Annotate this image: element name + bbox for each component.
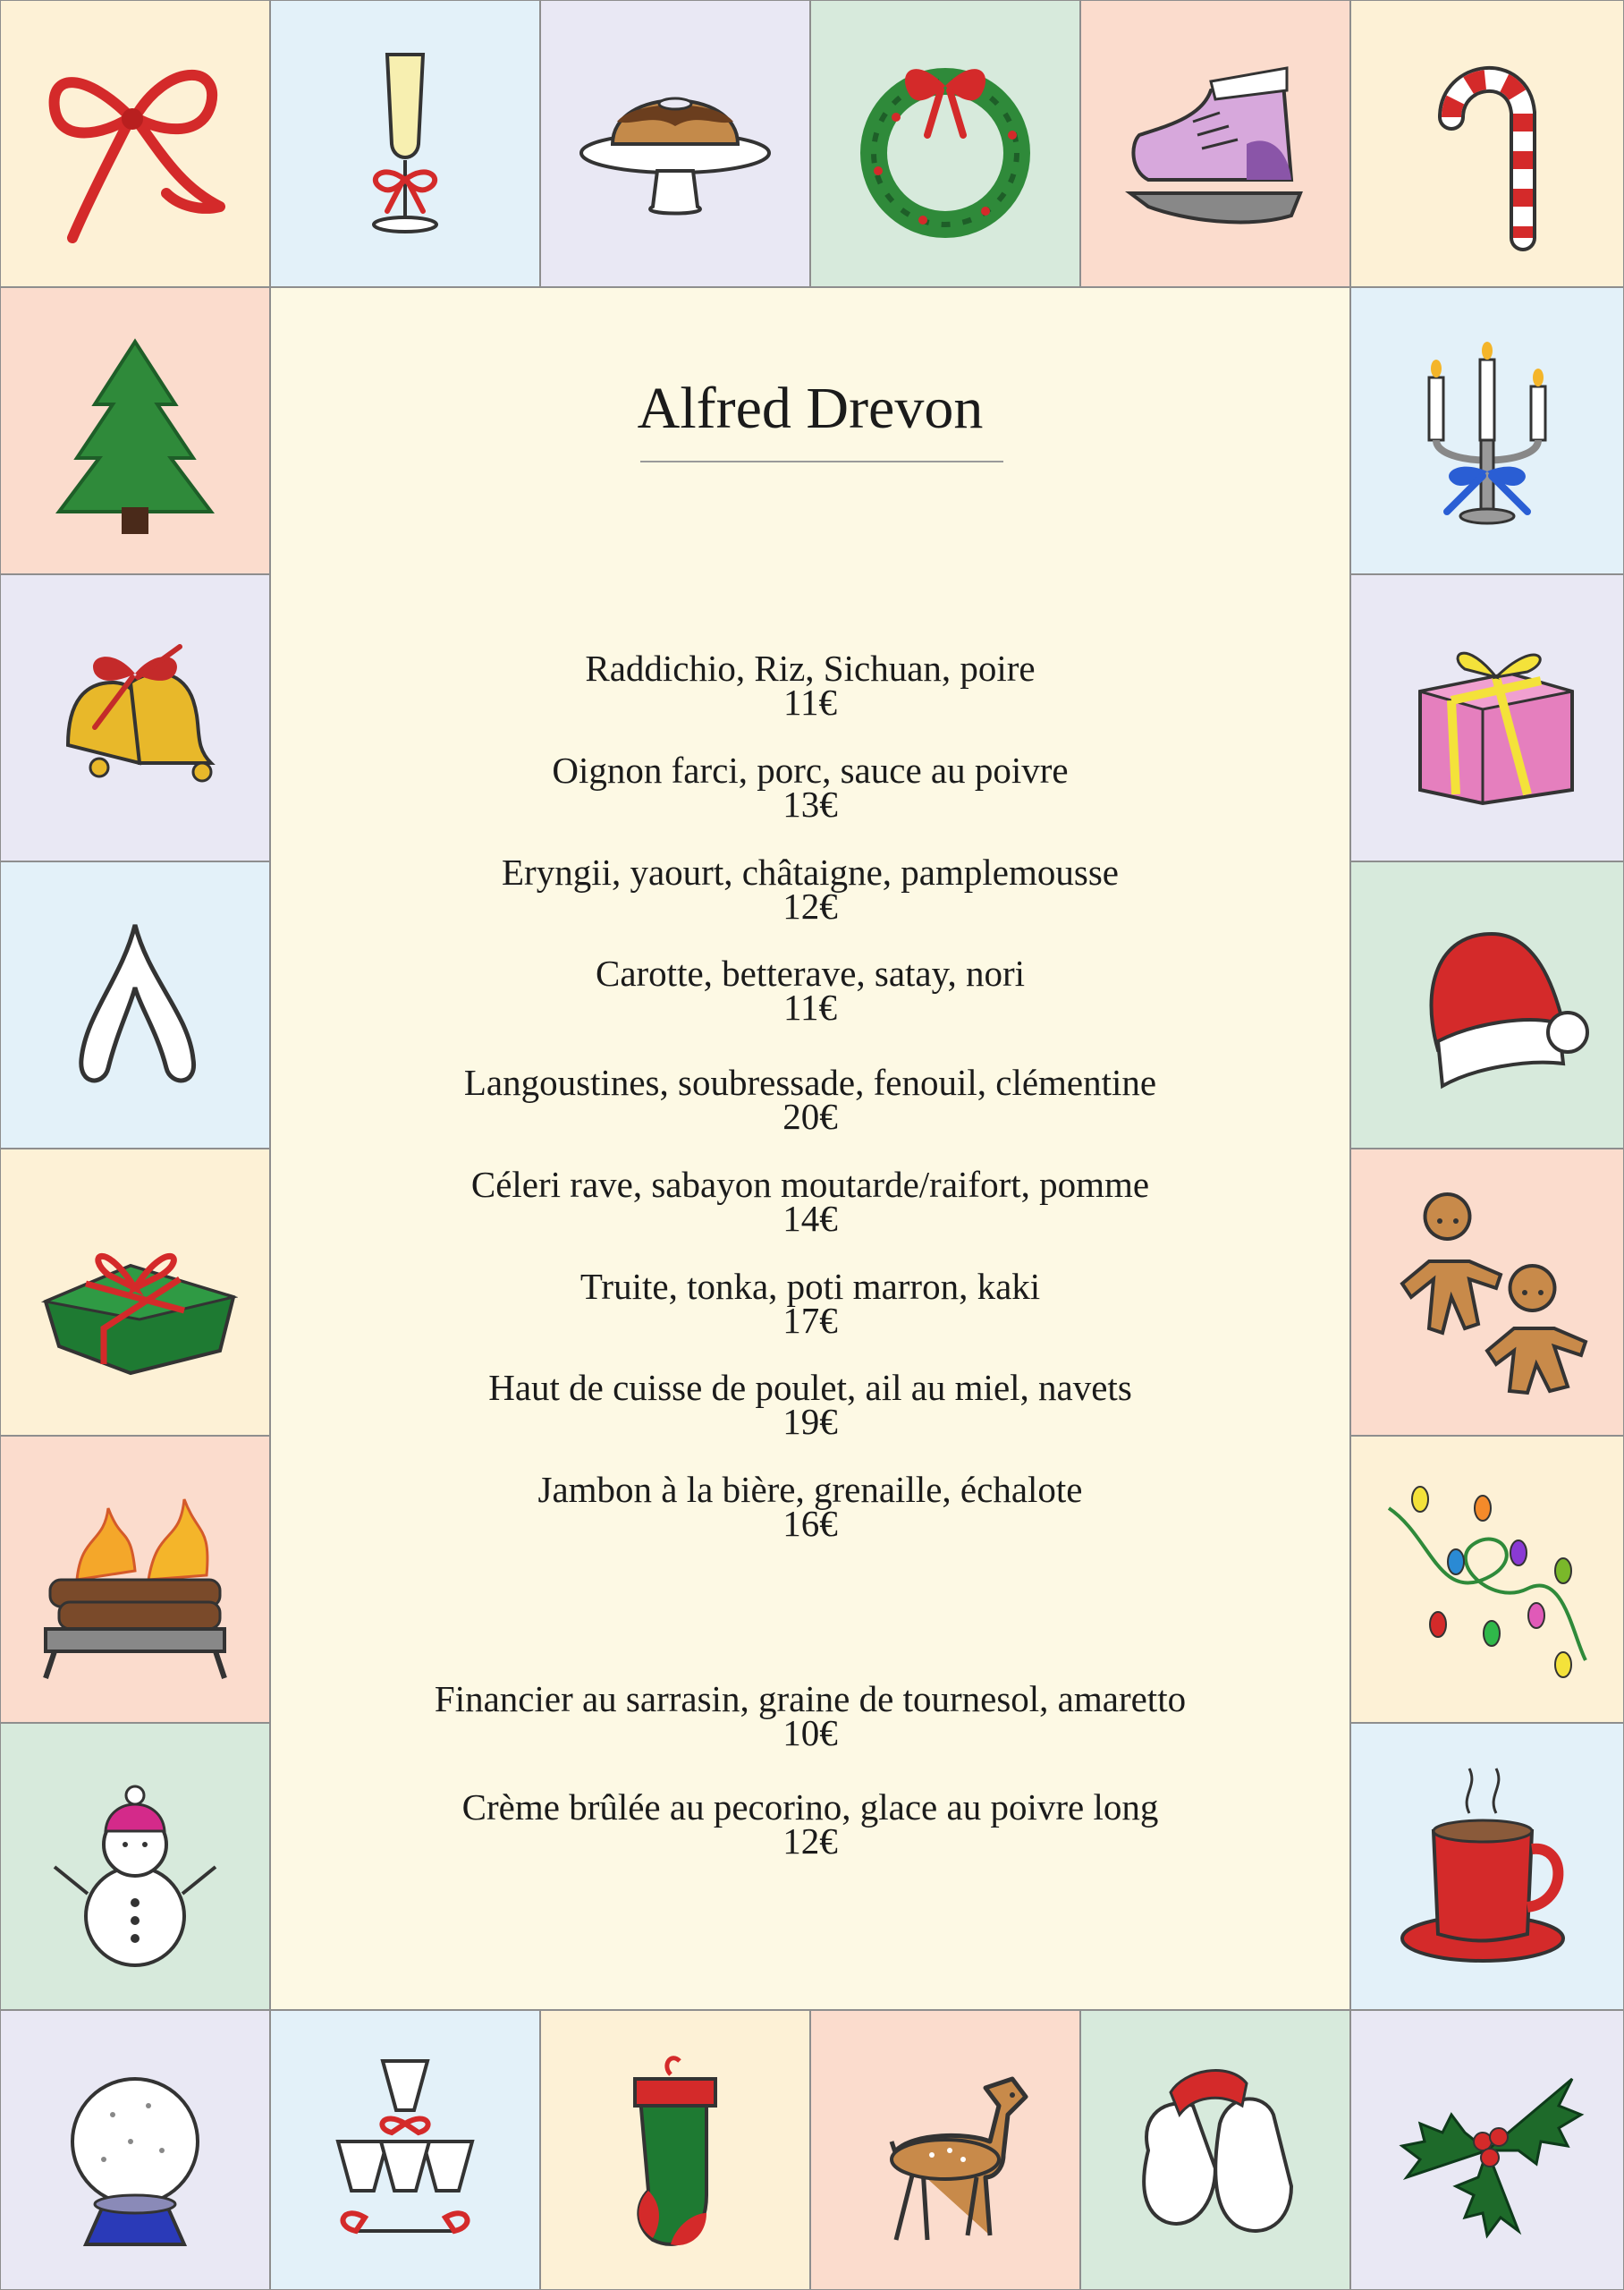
tile-bells: [0, 574, 270, 861]
dessert-item: [271, 1678, 1349, 1753]
stocking-icon: [572, 2043, 778, 2258]
title-underline: [640, 461, 1003, 462]
tile-stocking: [540, 2010, 810, 2290]
dish-name: Raddichio, Riz, Sichuan, poire: [585, 648, 1036, 689]
fawn-icon: [842, 2043, 1048, 2258]
santa-hat-icon: [1384, 898, 1590, 1113]
wreath-icon: [842, 37, 1048, 251]
dish-item: [271, 648, 1349, 723]
snow-globe-icon: [32, 2043, 238, 2258]
dish-item: [271, 1164, 1349, 1239]
tile-champagne-tower: [270, 2010, 540, 2290]
dish-name: Eryngii, yaourt, châtaigne, pamplemousse: [502, 852, 1119, 893]
gingerbread-icon: [1384, 1185, 1590, 1400]
dish-price: 11€: [783, 987, 837, 1028]
green-present-icon: [32, 1185, 238, 1400]
tile-skate: [1080, 0, 1350, 287]
dish-item: [271, 1266, 1349, 1341]
tile-fawn: [810, 2010, 1080, 2290]
tile-gingerbread: [1350, 1149, 1624, 1436]
ice-skate-icon: [1112, 37, 1318, 251]
tile-cake: [540, 0, 810, 287]
restaurant-name: Alfred Drevon: [637, 376, 984, 441]
dish-price: 19€: [782, 1401, 838, 1442]
snowman-icon: [32, 1760, 238, 1974]
fireplace-icon: [32, 1472, 238, 1687]
tile-snowman: [0, 1723, 270, 2010]
dish-name: Carotte, betterave, satay, nori: [595, 953, 1026, 994]
holly-icon: [1384, 2043, 1590, 2258]
dish-item: [271, 750, 1349, 825]
candelabra-icon: [1384, 324, 1590, 539]
dish-price: 12€: [782, 886, 838, 927]
tile-mittens: [1080, 2010, 1350, 2290]
tile-wreath: [810, 0, 1080, 287]
tile-santa-hat: [1350, 861, 1624, 1149]
dish-price: 14€: [782, 1198, 838, 1239]
dessert-price: 12€: [782, 1820, 838, 1862]
dish-price: 20€: [782, 1096, 838, 1137]
cake-stand-icon: [572, 37, 778, 251]
candy-cane-icon: [1384, 37, 1590, 251]
tile-cocoa: [1350, 1723, 1624, 2010]
tile-gift: [1350, 574, 1624, 861]
dish-price: 16€: [782, 1503, 838, 1544]
gift-box-icon: [1384, 611, 1590, 826]
dessert-name: Crème brûlée au pecorino, glace au poivre long: [461, 1786, 1159, 1828]
tile-lights: [1350, 1436, 1624, 1723]
hot-cocoa-icon: [1384, 1760, 1590, 1974]
dish-name: Céleri rave, sabayon moutarde/raifort, pomme: [470, 1164, 1150, 1205]
dish-item: [271, 953, 1349, 1028]
dish-price: 17€: [782, 1300, 838, 1341]
tile-snow-globe: [0, 2010, 270, 2290]
dish-name: Jambon à la bière, grenaille, échalote: [537, 1469, 1083, 1510]
menu-panel: [270, 287, 1350, 2010]
champagne-glass-icon: [302, 37, 508, 251]
tile-wishbone: [0, 861, 270, 1149]
string-lights-icon: [1384, 1472, 1590, 1687]
champagne-tower-icon: [302, 2043, 508, 2258]
mittens-icon: [1112, 2043, 1318, 2258]
dish-item: [271, 1062, 1349, 1137]
dish-price: 11€: [783, 682, 837, 723]
dish-item: [271, 1469, 1349, 1544]
dessert-item: [271, 1786, 1349, 1862]
dish-name: Truite, tonka, poti marron, kaki: [579, 1266, 1041, 1307]
wishbone-icon: [32, 898, 238, 1113]
tile-candy-cane: [1350, 0, 1624, 287]
dessert-price: 10€: [782, 1712, 838, 1753]
tile-tree: [0, 287, 270, 574]
dish-price: 13€: [782, 784, 838, 825]
ribbon-bow-icon: [32, 37, 238, 251]
dish-item: [271, 852, 1349, 927]
dish-name: Oignon farci, porc, sauce au poivre: [552, 750, 1069, 791]
dessert-name: Financier au sarrasin, graine de tournesol, amaretto: [434, 1678, 1187, 1719]
dish-item: [271, 1367, 1349, 1442]
tile-fireplace: [0, 1436, 270, 1723]
tile-candelabra: [1350, 287, 1624, 574]
christmas-tree-icon: [32, 324, 238, 539]
tile-ribbon: [0, 0, 270, 287]
tile-champagne: [270, 0, 540, 287]
dish-name: Haut de cuisse de poulet, ail au miel, navets: [488, 1367, 1132, 1408]
tile-present: [0, 1149, 270, 1436]
bells-icon: [32, 611, 238, 826]
tile-holly: [1350, 2010, 1624, 2290]
dish-name: Langoustines, soubressade, fenouil, clémentine: [463, 1062, 1157, 1103]
